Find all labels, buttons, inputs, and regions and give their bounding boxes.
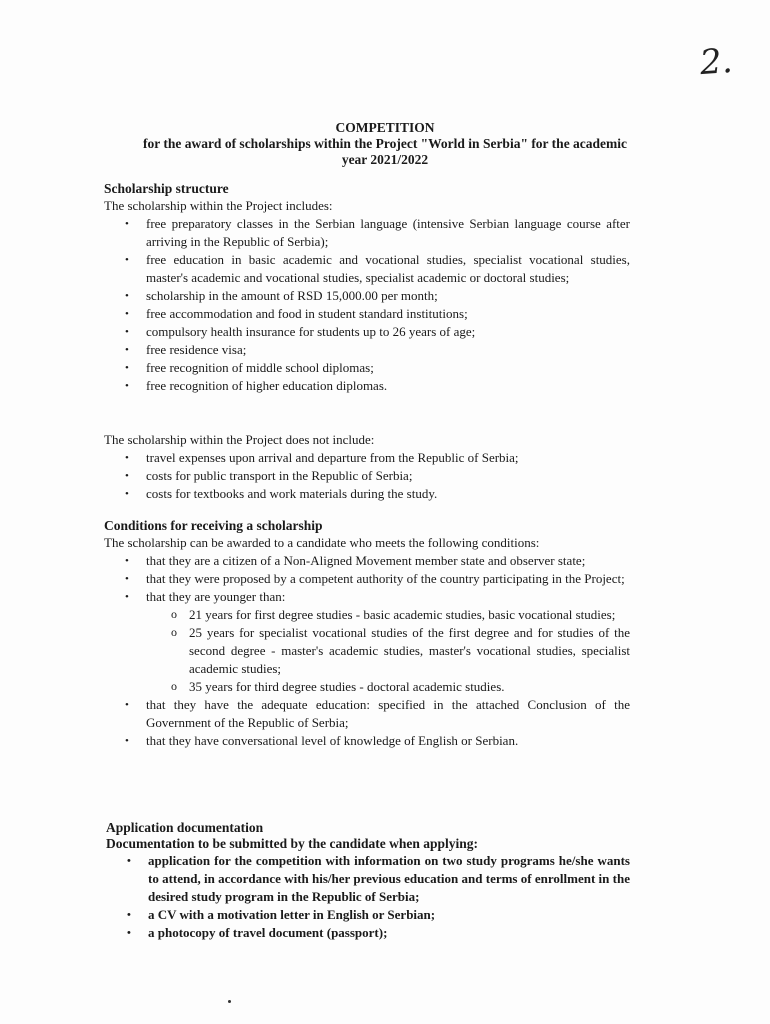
title-line-1: COMPETITION <box>335 120 435 135</box>
scan-mark <box>228 1000 231 1003</box>
structure-intro: The scholarship within the Project includes: <box>104 198 333 213</box>
page-number: 2. <box>698 40 734 84</box>
list-item: • free recognition of higher education diplomas. <box>104 377 630 395</box>
title-line-3: year 2021/2022 <box>341 152 429 167</box>
title-line-2: for the award of scholarships within the Project "World in Serbia" for the academic <box>142 136 628 151</box>
conditions-list <box>104 552 630 750</box>
list-item: • that they are younger than: <box>104 588 630 606</box>
list-item: • costs for public transport in the Republic of Serbia; <box>104 467 630 485</box>
structure-section <box>104 181 630 395</box>
application-subheading: Documentation to be submitted by the candidate when applying: <box>106 836 479 851</box>
list-item: • that they were proposed by a competent authority of the country participating in the Project; <box>104 570 630 588</box>
list-item: • free education in basic academic and vocational studies, specialist vocational studies, master's academic and vocational studies, specialist academic or doctoral studies; <box>104 251 630 287</box>
list-item: • free recognition of middle school diplomas; <box>104 359 630 377</box>
application-section <box>106 820 630 942</box>
conditions-heading: Conditions for receiving a scholarship <box>104 518 323 533</box>
age-list-item: o 35 years for third degree studies - doctoral academic studies. <box>104 678 630 696</box>
excludes-section <box>104 431 630 503</box>
list-item: • compulsory health insurance for students up to 26 years of age; <box>104 323 630 341</box>
age-list-item: o 25 years for specialist vocational studies of the first degree and for studies of the second degree - master's academic studies, master's vocational studies, specialist academic studies; <box>104 624 630 678</box>
list-item: • travel expenses upon arrival and departure from the Republic of Serbia; <box>104 449 630 467</box>
list-item: • free accommodation and food in student standard institutions; <box>104 305 630 323</box>
list-item: • a CV with a motivation letter in English or Serbian; <box>106 906 630 924</box>
conditions-section <box>104 518 630 750</box>
conditions-intro: The scholarship can be awarded to a candidate who meets the following conditions: <box>104 535 540 550</box>
excludes-intro: The scholarship within the Project does not include: <box>104 432 375 447</box>
structure-heading: Scholarship structure <box>104 181 229 196</box>
application-heading: Application documentation <box>106 820 264 835</box>
list-item: • that they have the adequate education: specified in the attached Conclusion of the Government of the Republic of Serbia; <box>104 696 630 732</box>
structure-list <box>104 215 630 395</box>
age-list-item: o 21 years for first degree studies - basic academic studies, basic vocational studies; <box>104 606 630 624</box>
list-item: • application for the competition with information on two study programs he/she wants to attend, in accordance with his/her previous education and terms of enrollment in the desired study program in the Republic of Serbia; <box>106 852 630 906</box>
list-item: • costs for textbooks and work materials during the study. <box>104 485 630 503</box>
list-item: • scholarship in the amount of RSD 15,000.00 per month; <box>104 287 630 305</box>
list-item: • that they have conversational level of knowledge of English or Serbian. <box>104 732 630 750</box>
list-item: • that they are a citizen of a Non-Aligned Movement member state and observer state; <box>104 552 630 570</box>
list-item: • free preparatory classes in the Serbian language (intensive Serbian language course after arriving in the Republic of Serbia); <box>104 215 630 251</box>
excludes-list <box>104 449 630 503</box>
list-item: • a photocopy of travel document (passport); <box>106 924 630 942</box>
list-item: • free residence visa; <box>104 341 630 359</box>
application-list <box>106 852 630 942</box>
document-title <box>100 120 670 168</box>
